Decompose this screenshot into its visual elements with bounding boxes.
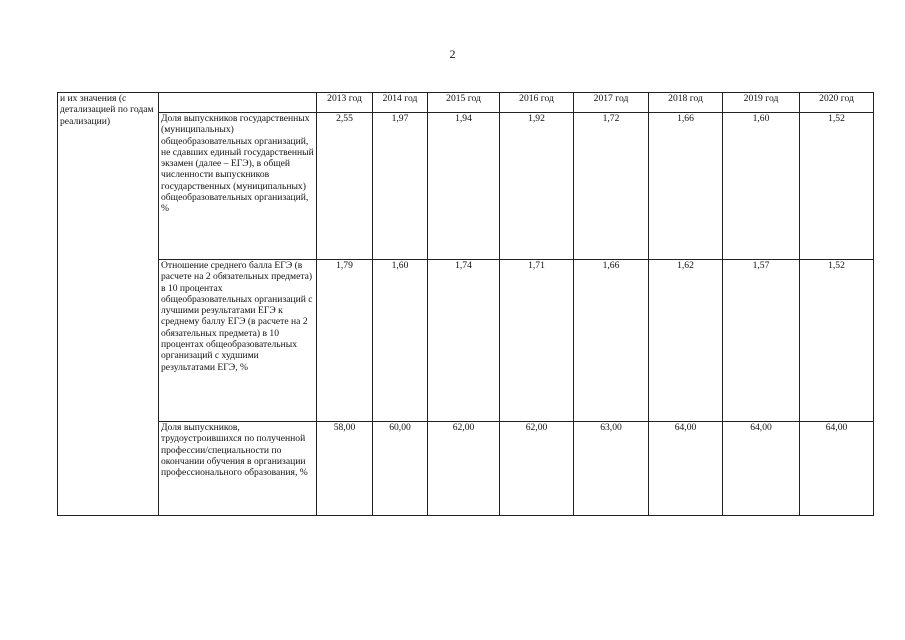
value-cell: 1,71 — [500, 260, 574, 422]
indicator-cell: Доля выпускников государственных (муниципальных) общеобразовательных организаций, не сдавших единый государственный экзамен (далее – ЕГЭ), в общей численности выпускников государственных (муниципальных) общеобразовательных организаций, % — [159, 113, 317, 260]
value-cell: 64,00 — [649, 422, 723, 516]
value-cell: 1,60 — [723, 113, 800, 260]
indicators-label-cell: и их значения (с детализацией по годам реализации) — [58, 93, 159, 516]
value-cell: 1,92 — [500, 113, 574, 260]
value-cell: 1,79 — [317, 260, 373, 422]
year-header-2013: 2013 год — [317, 93, 373, 113]
value-cell: 1,97 — [373, 113, 428, 260]
value-cell: 64,00 — [723, 422, 800, 516]
header-empty-cell — [159, 93, 317, 113]
year-header-2018: 2018 год — [649, 93, 723, 113]
year-header-2020: 2020 год — [800, 93, 874, 113]
value-cell: 63,00 — [574, 422, 649, 516]
value-cell: 1,74 — [428, 260, 500, 422]
value-cell: 2,55 — [317, 113, 373, 260]
value-cell: 1,57 — [723, 260, 800, 422]
table-header-row — [58, 93, 874, 113]
value-cell: 1,52 — [800, 260, 874, 422]
value-cell: 1,60 — [373, 260, 428, 422]
value-cell: 1,94 — [428, 113, 500, 260]
value-cell: 60,00 — [373, 422, 428, 516]
value-cell: 64,00 — [800, 422, 874, 516]
value-cell: 62,00 — [500, 422, 574, 516]
value-cell: 1,62 — [649, 260, 723, 422]
table-row — [58, 422, 874, 516]
year-header-2019: 2019 год — [723, 93, 800, 113]
page-number: 2 — [449, 47, 456, 61]
value-cell: 62,00 — [428, 422, 500, 516]
indicator-cell: Доля выпускников, трудоустроившихся по полученной профессии/специальности по окончании обучения в организации профессионального образования, % — [159, 422, 317, 516]
value-cell: 1,72 — [574, 113, 649, 260]
indicators-table — [57, 92, 874, 516]
value-cell: 1,52 — [800, 113, 874, 260]
year-header-2017: 2017 год — [574, 93, 649, 113]
value-cell: 1,66 — [649, 113, 723, 260]
table-row — [58, 260, 874, 422]
year-header-2015: 2015 год — [428, 93, 500, 113]
table-row — [58, 113, 874, 260]
indicator-cell: Отношение среднего балла ЕГЭ (в расчете на 2 обязательных предмета) в 10 процентах общеобразовательных организаций с лучшими результатами ЕГЭ к среднему баллу ЕГЭ (в расчете на 2 обязательных предмета) в 10 процентах общеобразовательных организаций с худшими результатами ЕГЭ, % — [159, 260, 317, 422]
value-cell: 58,00 — [317, 422, 373, 516]
year-header-2016: 2016 год — [500, 93, 574, 113]
year-header-2014: 2014 год — [373, 93, 428, 113]
value-cell: 1,66 — [574, 260, 649, 422]
